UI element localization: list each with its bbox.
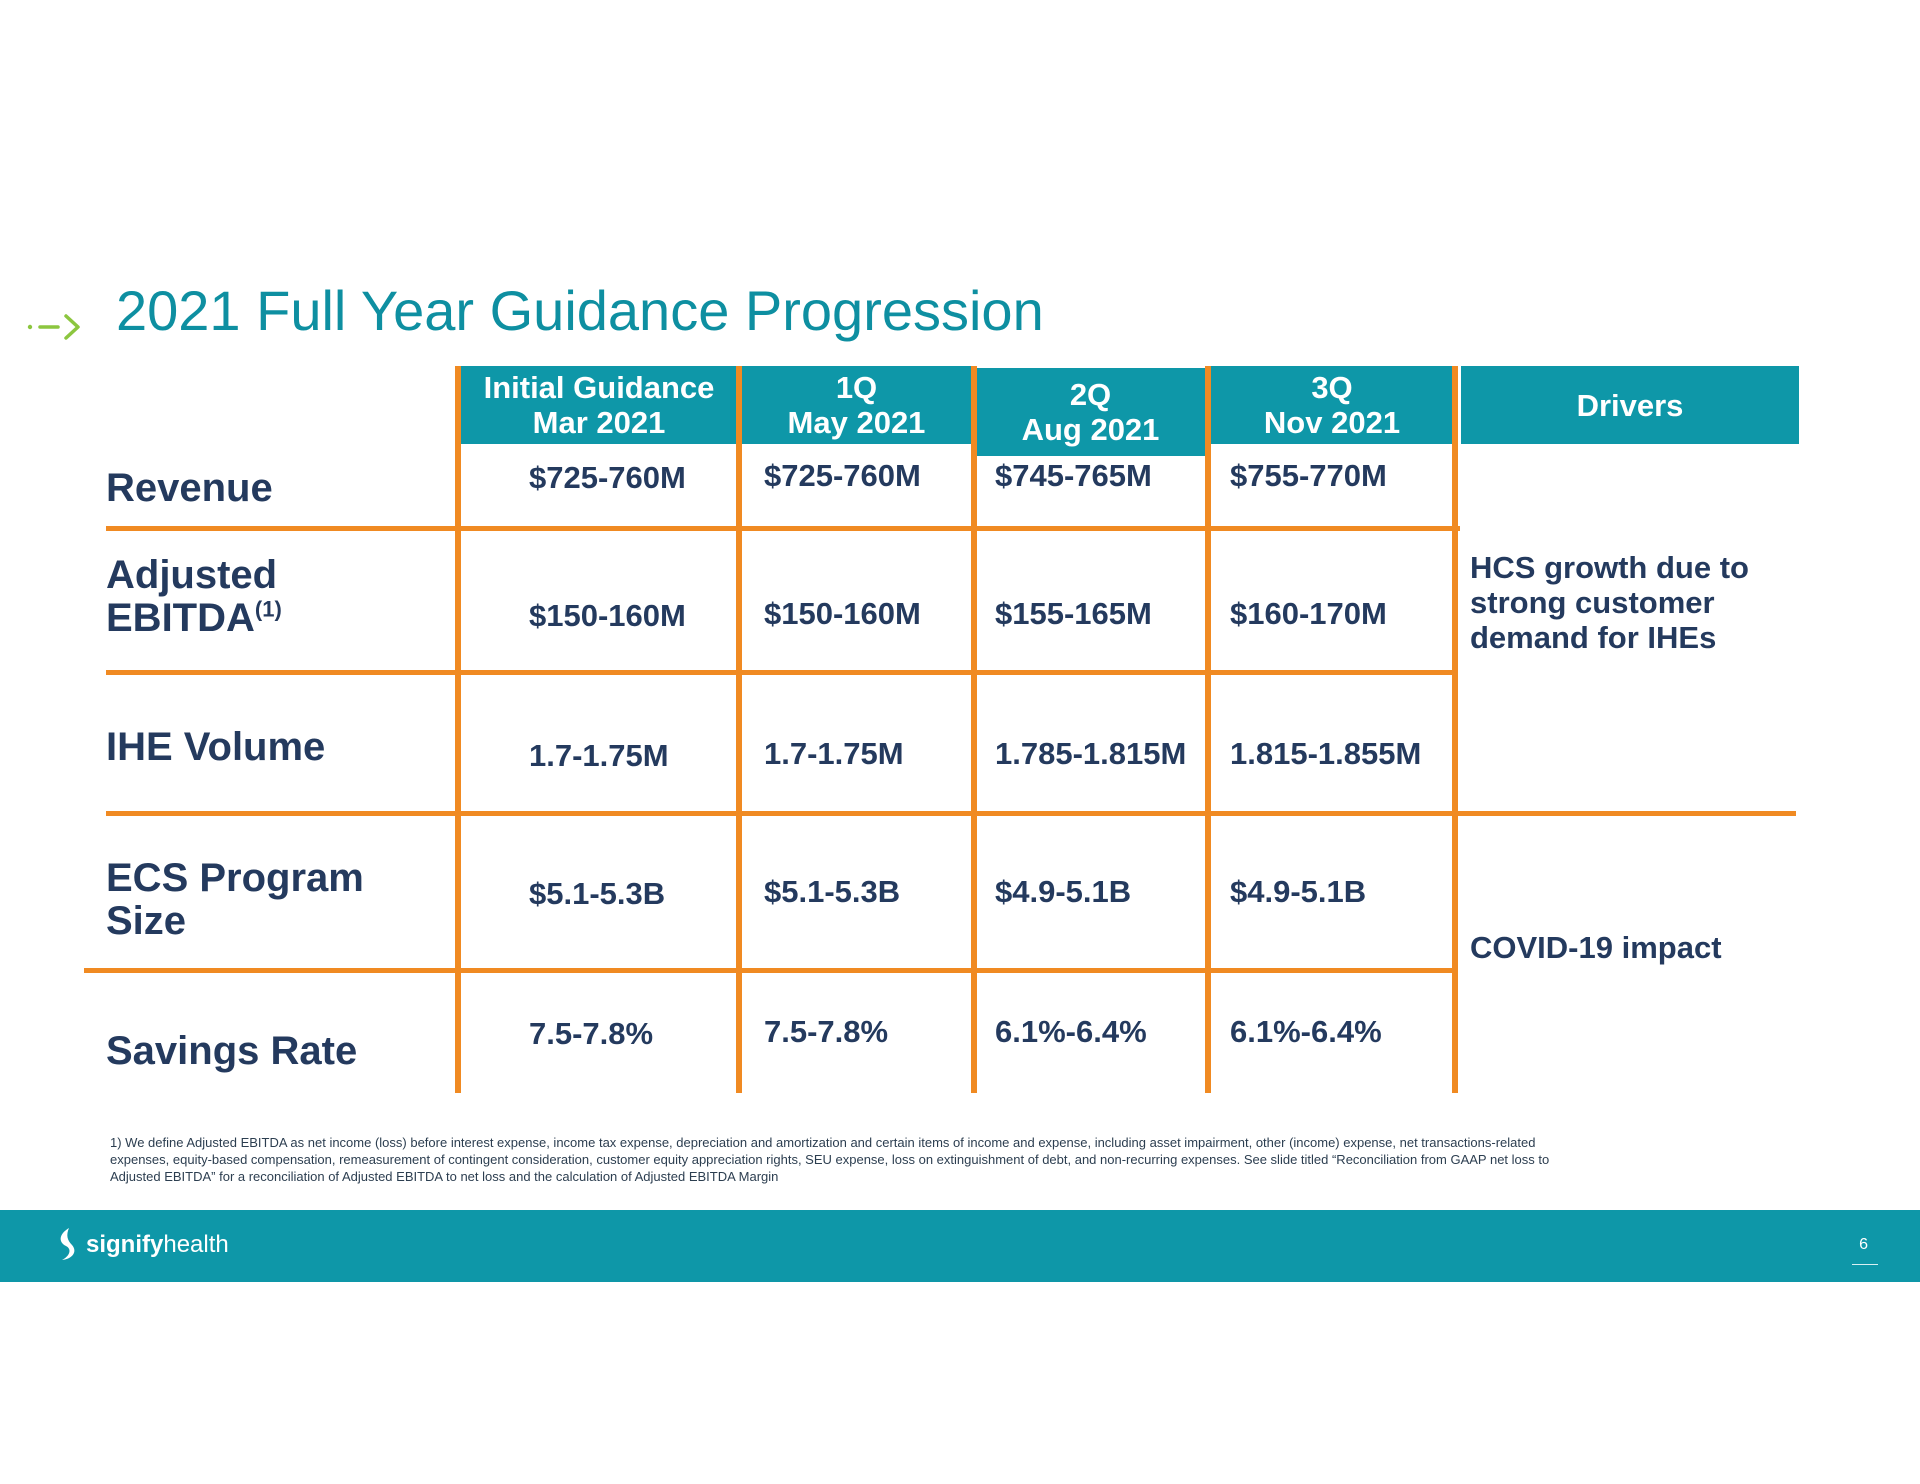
column-header-line1: 3Q xyxy=(1311,370,1353,405)
column-header-line2: May 2021 xyxy=(787,405,926,440)
table-cell: 7.5-7.8% xyxy=(529,1016,654,1051)
row-label-ecs-program-size xyxy=(106,857,364,943)
column-header-line2: Nov 2021 xyxy=(1263,405,1401,440)
column-divider xyxy=(1452,366,1458,1093)
column-header-line1: 2Q xyxy=(1069,377,1112,412)
column-header-2q xyxy=(976,368,1205,456)
table-cell: 1.815-1.855M xyxy=(1230,736,1422,771)
column-header-line1: 1Q xyxy=(835,370,878,405)
column-header-drivers xyxy=(1461,366,1799,444)
table-cell: $725-760M xyxy=(764,458,921,493)
row-label-savings-rate: Savings Rate xyxy=(106,1029,358,1073)
column-header-initial-guidance xyxy=(461,366,737,444)
table-cell: $155-165M xyxy=(995,596,1152,631)
footnote: 1) We define Adjusted EBITDA as net income (loss) before interest expense, income tax expense, depreciation and amortization and certain items of income and expense, including asset impairment, other (income) expense, net transactions-related expenses, equity-based compensation, remeasurement of contingent consideration, customer equity appreciation rights, SEU expense, loss on extinguishment of debt, and non-recurring expenses. See slide titled “Reconciliation from GAAP net loss to Adjusted EBITDA” for a reconciliation of Adjusted EBITDA to net loss and the calculation of Adjusted EBITDA Margin xyxy=(110,1135,1550,1184)
table-cell: 1.7-1.75M xyxy=(529,738,669,773)
row-label-line1: ECS Program xyxy=(106,856,364,900)
column-header-line2: Mar 2021 xyxy=(532,405,666,440)
signify-logo-icon xyxy=(54,1226,80,1264)
footer-bar xyxy=(0,1210,1920,1282)
row-label-ihe-volume: IHE Volume xyxy=(106,725,326,769)
signify-health-logo xyxy=(54,1226,229,1264)
logo-word-bold: signify xyxy=(86,1231,164,1258)
table-cell: $160-170M xyxy=(1230,596,1387,631)
table-cell: 1.7-1.75M xyxy=(764,736,904,771)
table-cell: 6.1%-6.4% xyxy=(995,1014,1147,1049)
table-cell: $5.1-5.3B xyxy=(529,876,666,911)
column-divider xyxy=(1205,366,1211,1093)
driver-line: strong customer xyxy=(1470,585,1715,620)
column-header-1q xyxy=(742,366,971,444)
table-cell: $5.1-5.3B xyxy=(764,874,901,909)
row-label-adjusted-ebitda xyxy=(106,554,282,640)
driver-line: COVID-19 impact xyxy=(1470,930,1722,965)
table-cell: 6.1%-6.4% xyxy=(1230,1014,1382,1049)
column-header-line2: Aug 2021 xyxy=(1021,412,1160,447)
row-label-text: EBITDA xyxy=(106,596,255,640)
logo-word-light: health xyxy=(163,1231,229,1258)
column-divider xyxy=(971,366,977,1093)
row-label-line2 xyxy=(106,597,282,640)
driver-line: HCS growth due to xyxy=(1470,550,1749,585)
row-label-line1: Adjusted xyxy=(106,553,278,597)
footnote-marker: (1) xyxy=(254,596,282,622)
page-number: 6 xyxy=(1859,1236,1868,1253)
page-number-underline xyxy=(1852,1264,1878,1265)
driver-line: demand for IHEs xyxy=(1470,620,1717,655)
driver-hcs-growth xyxy=(1470,550,1749,655)
column-divider xyxy=(455,366,461,1093)
table-cell: $150-160M xyxy=(764,596,921,631)
row-divider xyxy=(106,670,1458,675)
table-cell: $755-770M xyxy=(1230,458,1387,493)
row-label-line2: Size xyxy=(106,899,187,943)
driver-covid-impact xyxy=(1470,930,1722,965)
column-divider xyxy=(736,366,742,1093)
table-cell: 1.785-1.815M xyxy=(995,736,1187,771)
column-header-line1: Initial Guidance xyxy=(483,370,715,405)
page-title: 2021 Full Year Guidance Progression xyxy=(116,279,1044,342)
table-cell: $4.9-5.1B xyxy=(995,874,1132,909)
logo-wordmark xyxy=(86,1231,229,1259)
table-cell: $150-160M xyxy=(529,598,686,633)
row-label-revenue: Revenue xyxy=(106,466,273,510)
table-cell: $725-760M xyxy=(529,460,686,495)
column-header-3q xyxy=(1210,366,1454,444)
arrow-icon xyxy=(26,312,84,342)
row-divider xyxy=(84,968,1456,973)
row-divider xyxy=(106,811,1796,816)
table-cell: $745-765M xyxy=(995,458,1152,493)
table-cell: $4.9-5.1B xyxy=(1230,874,1367,909)
table-cell: 7.5-7.8% xyxy=(764,1014,889,1049)
column-header-drivers-label: Drivers xyxy=(1576,387,1684,423)
row-divider xyxy=(106,526,1460,531)
